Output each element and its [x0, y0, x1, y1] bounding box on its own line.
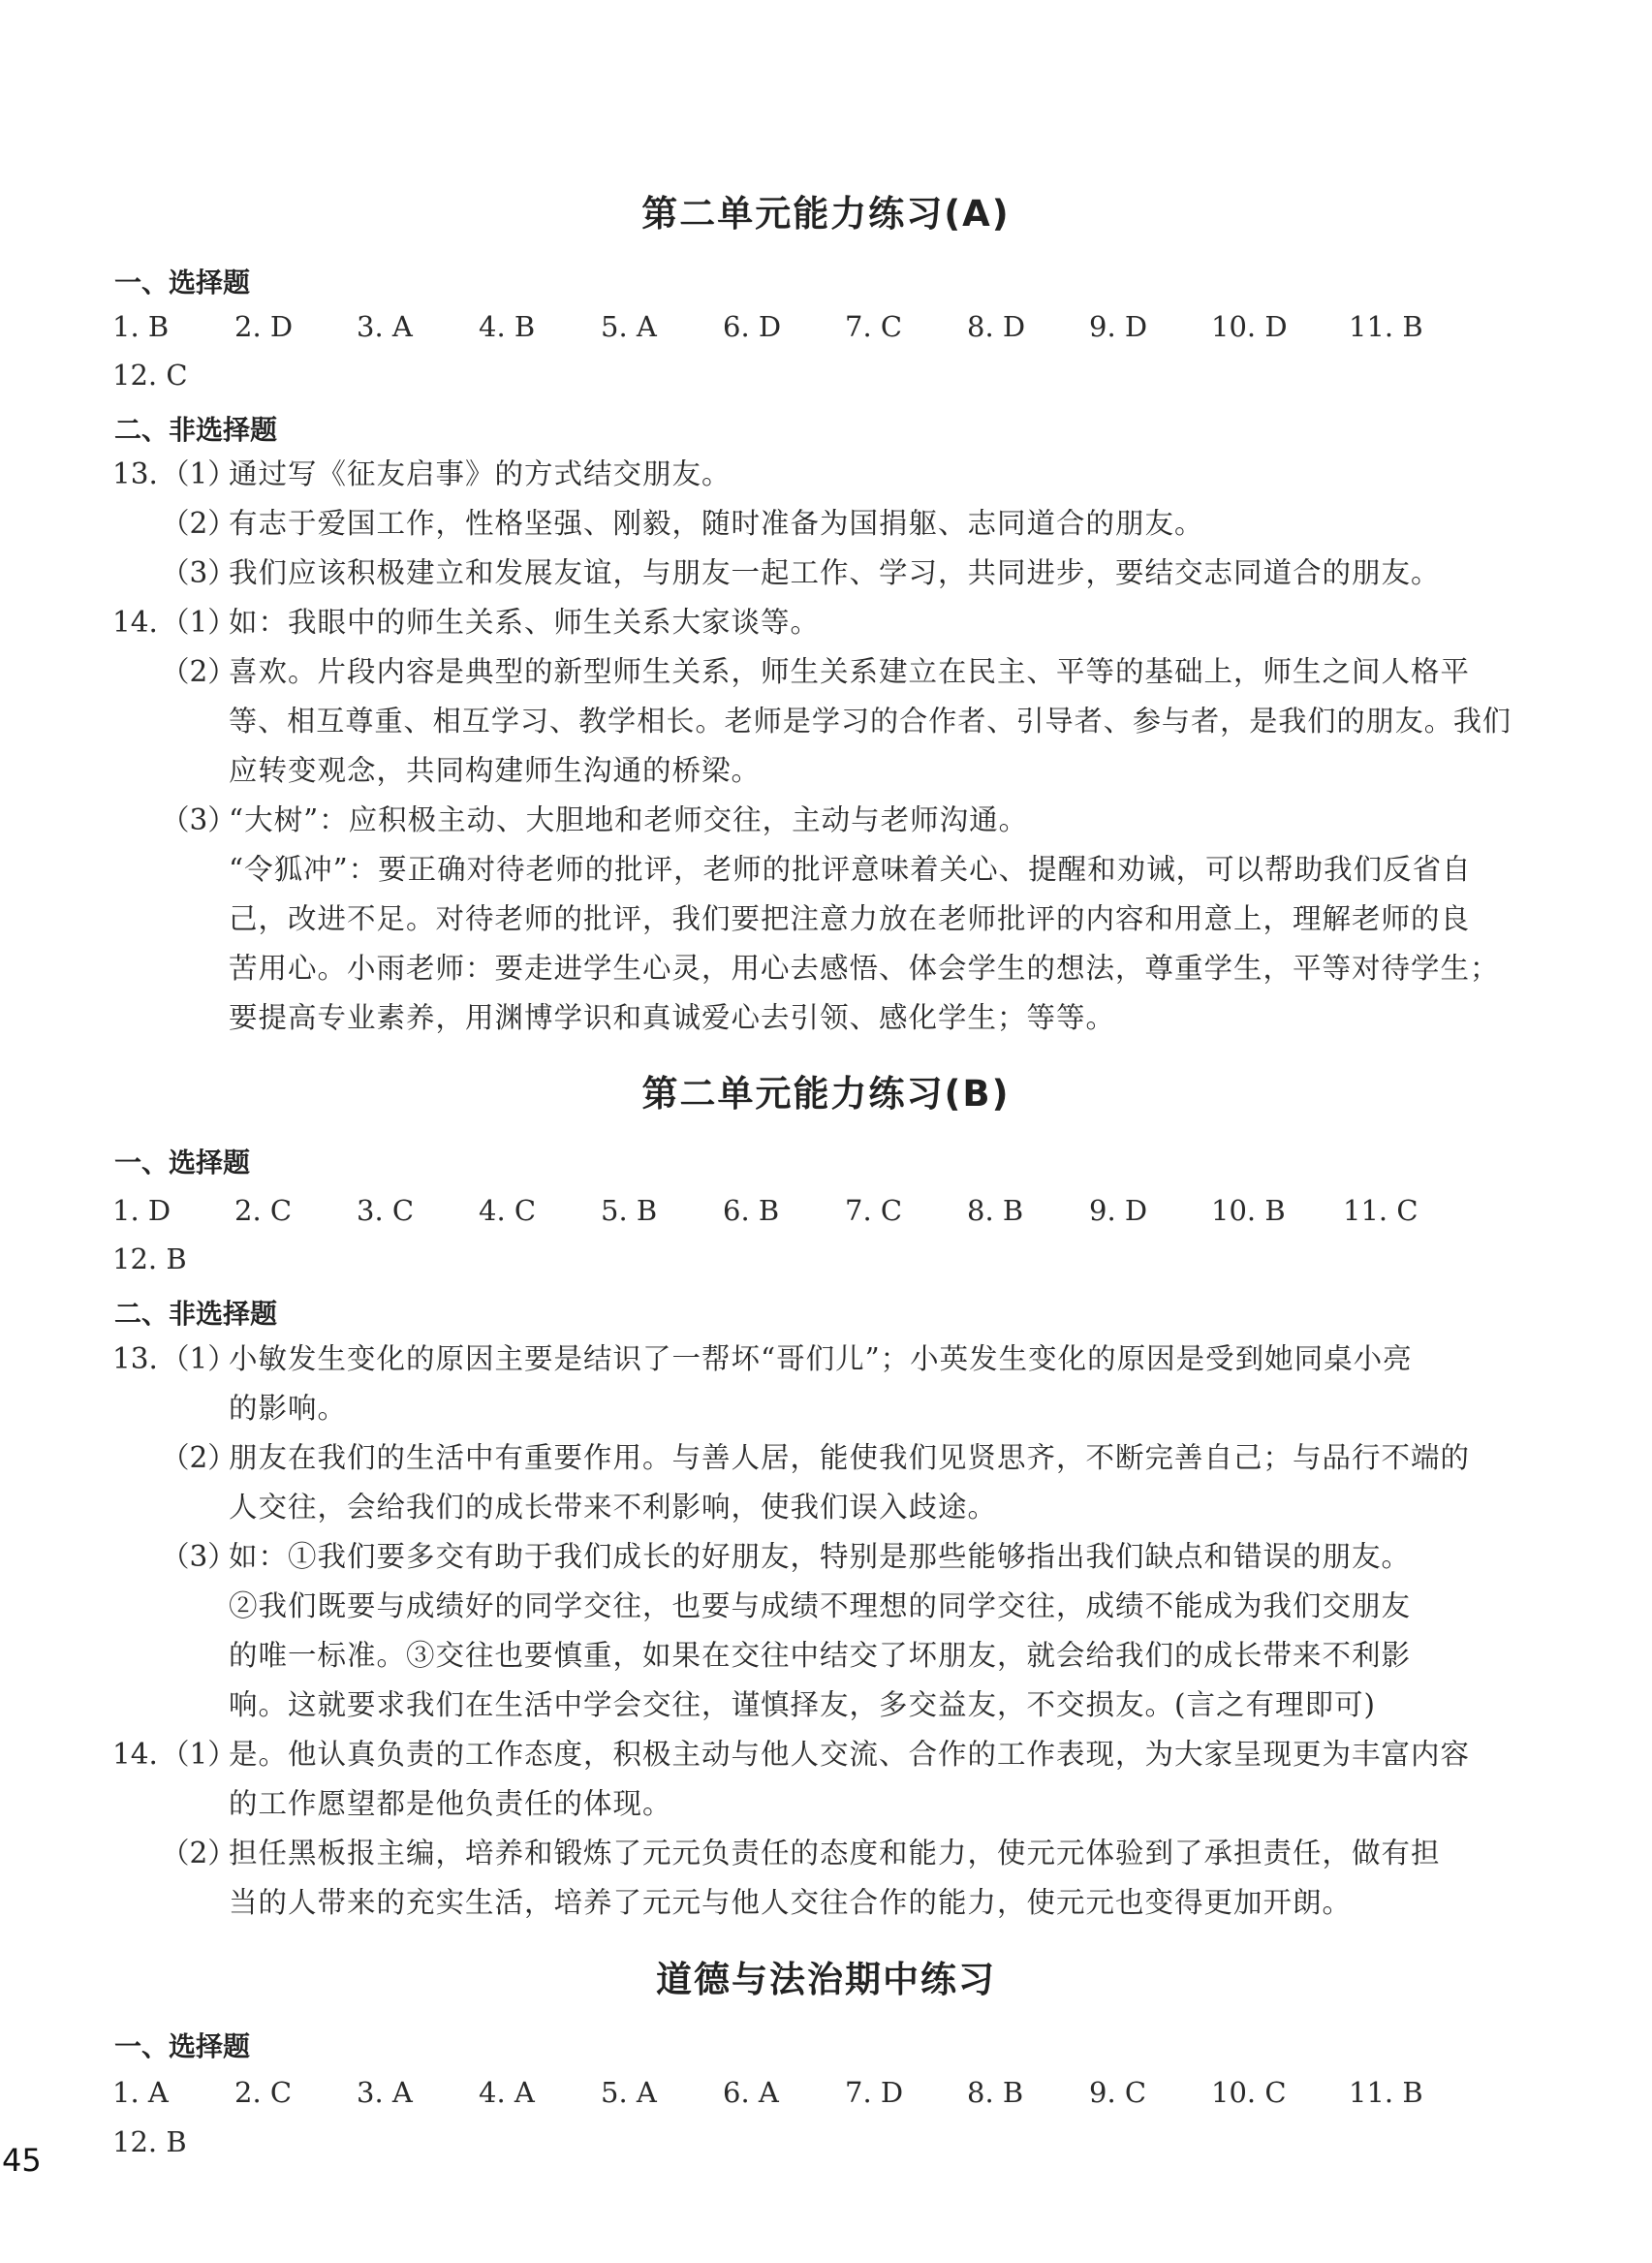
- answer-text: 喜欢。片段内容是典型的新型师生关系，师生关系建立在民主、平等的基础上，师生之间人格平: [229, 655, 1471, 688]
- answer-text: 如：①我们要多交有助于我们成长的好朋友，特别是那些能够指出我们缺点和错误的朋友。: [229, 1540, 1412, 1573]
- answer-item: 10. D: [1211, 310, 1288, 343]
- answer-item: 10. C: [1211, 2076, 1287, 2109]
- answer-text: ②我们既要与成绩好的同学交往，也要与成绩不理想的同学交往，成绩不能成为我们交朋友: [229, 1589, 1412, 1622]
- answer-text: 等、相互尊重、相互学习、教学相长。老师是学习的合作者、引导者、参与者，是我们的朋友。我们: [229, 705, 1512, 738]
- sub-question-mark: （2）: [161, 1441, 236, 1474]
- answer-text: 苦用心。小雨老师：要走进学生心灵，用心去感悟、体会学生的想法，尊重学生，平等对待学生；: [229, 952, 1500, 985]
- answer-item: 1. B: [112, 310, 170, 343]
- section-a-title: 第二单元能力练习(A): [641, 193, 1011, 235]
- sub-question-mark: （2）: [161, 1837, 236, 1870]
- answer-item: 2. C: [234, 1194, 293, 1227]
- answer-item: 1. A: [112, 2076, 169, 2109]
- sub-question-mark: （1）: [161, 457, 236, 490]
- answer-item: 3. C: [357, 1194, 415, 1227]
- answer-text: 的唯一标准。③交往也要慎重，如果在交往中结交了坏朋友，就会给我们的成长带来不利影: [229, 1639, 1412, 1672]
- answer-item: 4. B: [479, 310, 536, 343]
- question-number: 14.: [112, 1738, 158, 1771]
- answer-text: 小敏发生变化的原因主要是结识了一帮坏“哥们儿”；小英发生变化的原因是受到她同桌小亮: [229, 1342, 1413, 1375]
- section-c-mc-heading: 一、选择题: [114, 2030, 251, 2062]
- answer-item: 11. B: [1349, 310, 1423, 343]
- sub-question-mark: （2）: [161, 655, 236, 688]
- answer-item: 5. A: [601, 310, 657, 343]
- section-b-mc-heading: 一、选择题: [114, 1147, 251, 1179]
- answer-item: 12. B: [112, 2125, 187, 2158]
- answer-item: 8. B: [967, 2076, 1024, 2109]
- answer-text: 如：我眼中的师生关系、师生关系大家谈等。: [229, 606, 821, 639]
- answer-item: 10. B: [1211, 1194, 1286, 1227]
- answer-text: 的影响。: [229, 1392, 348, 1425]
- answer-item: 8. D: [967, 310, 1026, 343]
- page-number: 45: [2, 2142, 42, 2179]
- section-b-title: 第二单元能力练习(B): [641, 1073, 1011, 1115]
- answer-text: 是。他认真负责的工作态度，积极主动与他人交流、合作的工作表现，为大家呈现更为丰富内容: [229, 1738, 1471, 1771]
- question-number: 13.: [112, 457, 158, 490]
- answer-text: 朋友在我们的生活中有重要作用。与善人居，能使我们见贤思齐，不断完善自己；与品行不端的: [229, 1441, 1471, 1474]
- answer-item: 5. A: [601, 2076, 657, 2109]
- section-a-nonmc-heading: 二、非选择题: [114, 414, 278, 446]
- answer-text: 人交往，会给我们的成长带来不利影响，使我们误入歧途。: [229, 1491, 998, 1524]
- answer-item: 4. C: [479, 1194, 537, 1227]
- answer-text: “令狐冲”：要正确对待老师的批评，老师的批评意味着关心、提醒和劝诫，可以帮助我们反省自: [229, 853, 1472, 886]
- sub-question-mark: （3）: [161, 803, 236, 836]
- section-c-title: 道德与法治期中练习: [656, 1959, 996, 2000]
- sub-question-mark: （1）: [161, 1738, 236, 1771]
- answer-item: 9. D: [1089, 1194, 1148, 1227]
- answer-item: 11. C: [1343, 1194, 1418, 1227]
- answer-text: 通过写《征友启事》的方式结交朋友。: [229, 457, 732, 490]
- sub-question-mark: （2）: [161, 507, 236, 540]
- answer-item: 12. B: [112, 1242, 187, 1275]
- section-a-mc-heading: 一、选择题: [114, 267, 251, 299]
- answer-item: 4. A: [479, 2076, 535, 2109]
- answer-item: 11. B: [1349, 2076, 1423, 2109]
- question-number: 14.: [112, 606, 158, 639]
- answer-text: 要提高专业素养，用渊博学识和真诚爱心去引领、感化学生；等等。: [229, 1001, 1116, 1034]
- sub-question-mark: （1）: [161, 606, 236, 639]
- answer-item: 7. C: [845, 1194, 903, 1227]
- answer-text: “大树”：应积极主动、大胆地和老师交往，主动与老师沟通。: [229, 803, 1029, 836]
- answer-item: 12. C: [112, 359, 188, 392]
- answer-text: 应转变观念，共同构建师生沟通的桥梁。: [229, 754, 762, 787]
- answer-item: 7. C: [845, 310, 903, 343]
- answer-text: 担任黑板报主编，培养和锻炼了元元负责任的态度和能力，使元元体验到了承担责任，做有担: [229, 1837, 1441, 1870]
- answer-text: 我们应该积极建立和发展友谊，与朋友一起工作、学习，共同进步，要结交志同道合的朋友。: [229, 556, 1441, 589]
- answer-item: 5. B: [601, 1194, 658, 1227]
- answer-text: 的工作愿望都是他负责任的体现。: [229, 1787, 672, 1820]
- answer-item: 9. C: [1089, 2076, 1147, 2109]
- answer-item: 7. D: [845, 2076, 904, 2109]
- answer-item: 6. B: [723, 1194, 780, 1227]
- question-number: 13.: [112, 1342, 158, 1375]
- answer-text: 当的人带来的充实生活，培养了元元与他人交往合作的能力，使元元也变得更加开朗。: [229, 1886, 1353, 1919]
- answer-text: 有志于爱国工作，性格坚强、刚毅，随时准备为国捐躯、志同道合的朋友。: [229, 507, 1204, 540]
- section-b-nonmc-heading: 二、非选择题: [114, 1298, 278, 1330]
- answer-text: 响。这就要求我们在生活中学会交往，谨慎择友，多交益友，不交损友。(言之有理即可): [229, 1688, 1377, 1721]
- answer-item: 3. A: [357, 2076, 413, 2109]
- answer-item: 1. D: [112, 1194, 171, 1227]
- answer-item: 6. D: [723, 310, 782, 343]
- answer-item: 6. A: [723, 2076, 779, 2109]
- sub-question-mark: （3）: [161, 556, 236, 589]
- answer-text: 己，改进不足。对待老师的批评，我们要把注意力放在老师批评的内容和用意上，理解老师的良: [229, 902, 1471, 935]
- answer-item: 9. D: [1089, 310, 1148, 343]
- answer-item: 2. C: [234, 2076, 293, 2109]
- answer-item: 8. B: [967, 1194, 1024, 1227]
- sub-question-mark: （1）: [161, 1342, 236, 1375]
- answer-item: 2. D: [234, 310, 294, 343]
- answer-item: 3. A: [357, 310, 413, 343]
- sub-question-mark: （3）: [161, 1540, 236, 1573]
